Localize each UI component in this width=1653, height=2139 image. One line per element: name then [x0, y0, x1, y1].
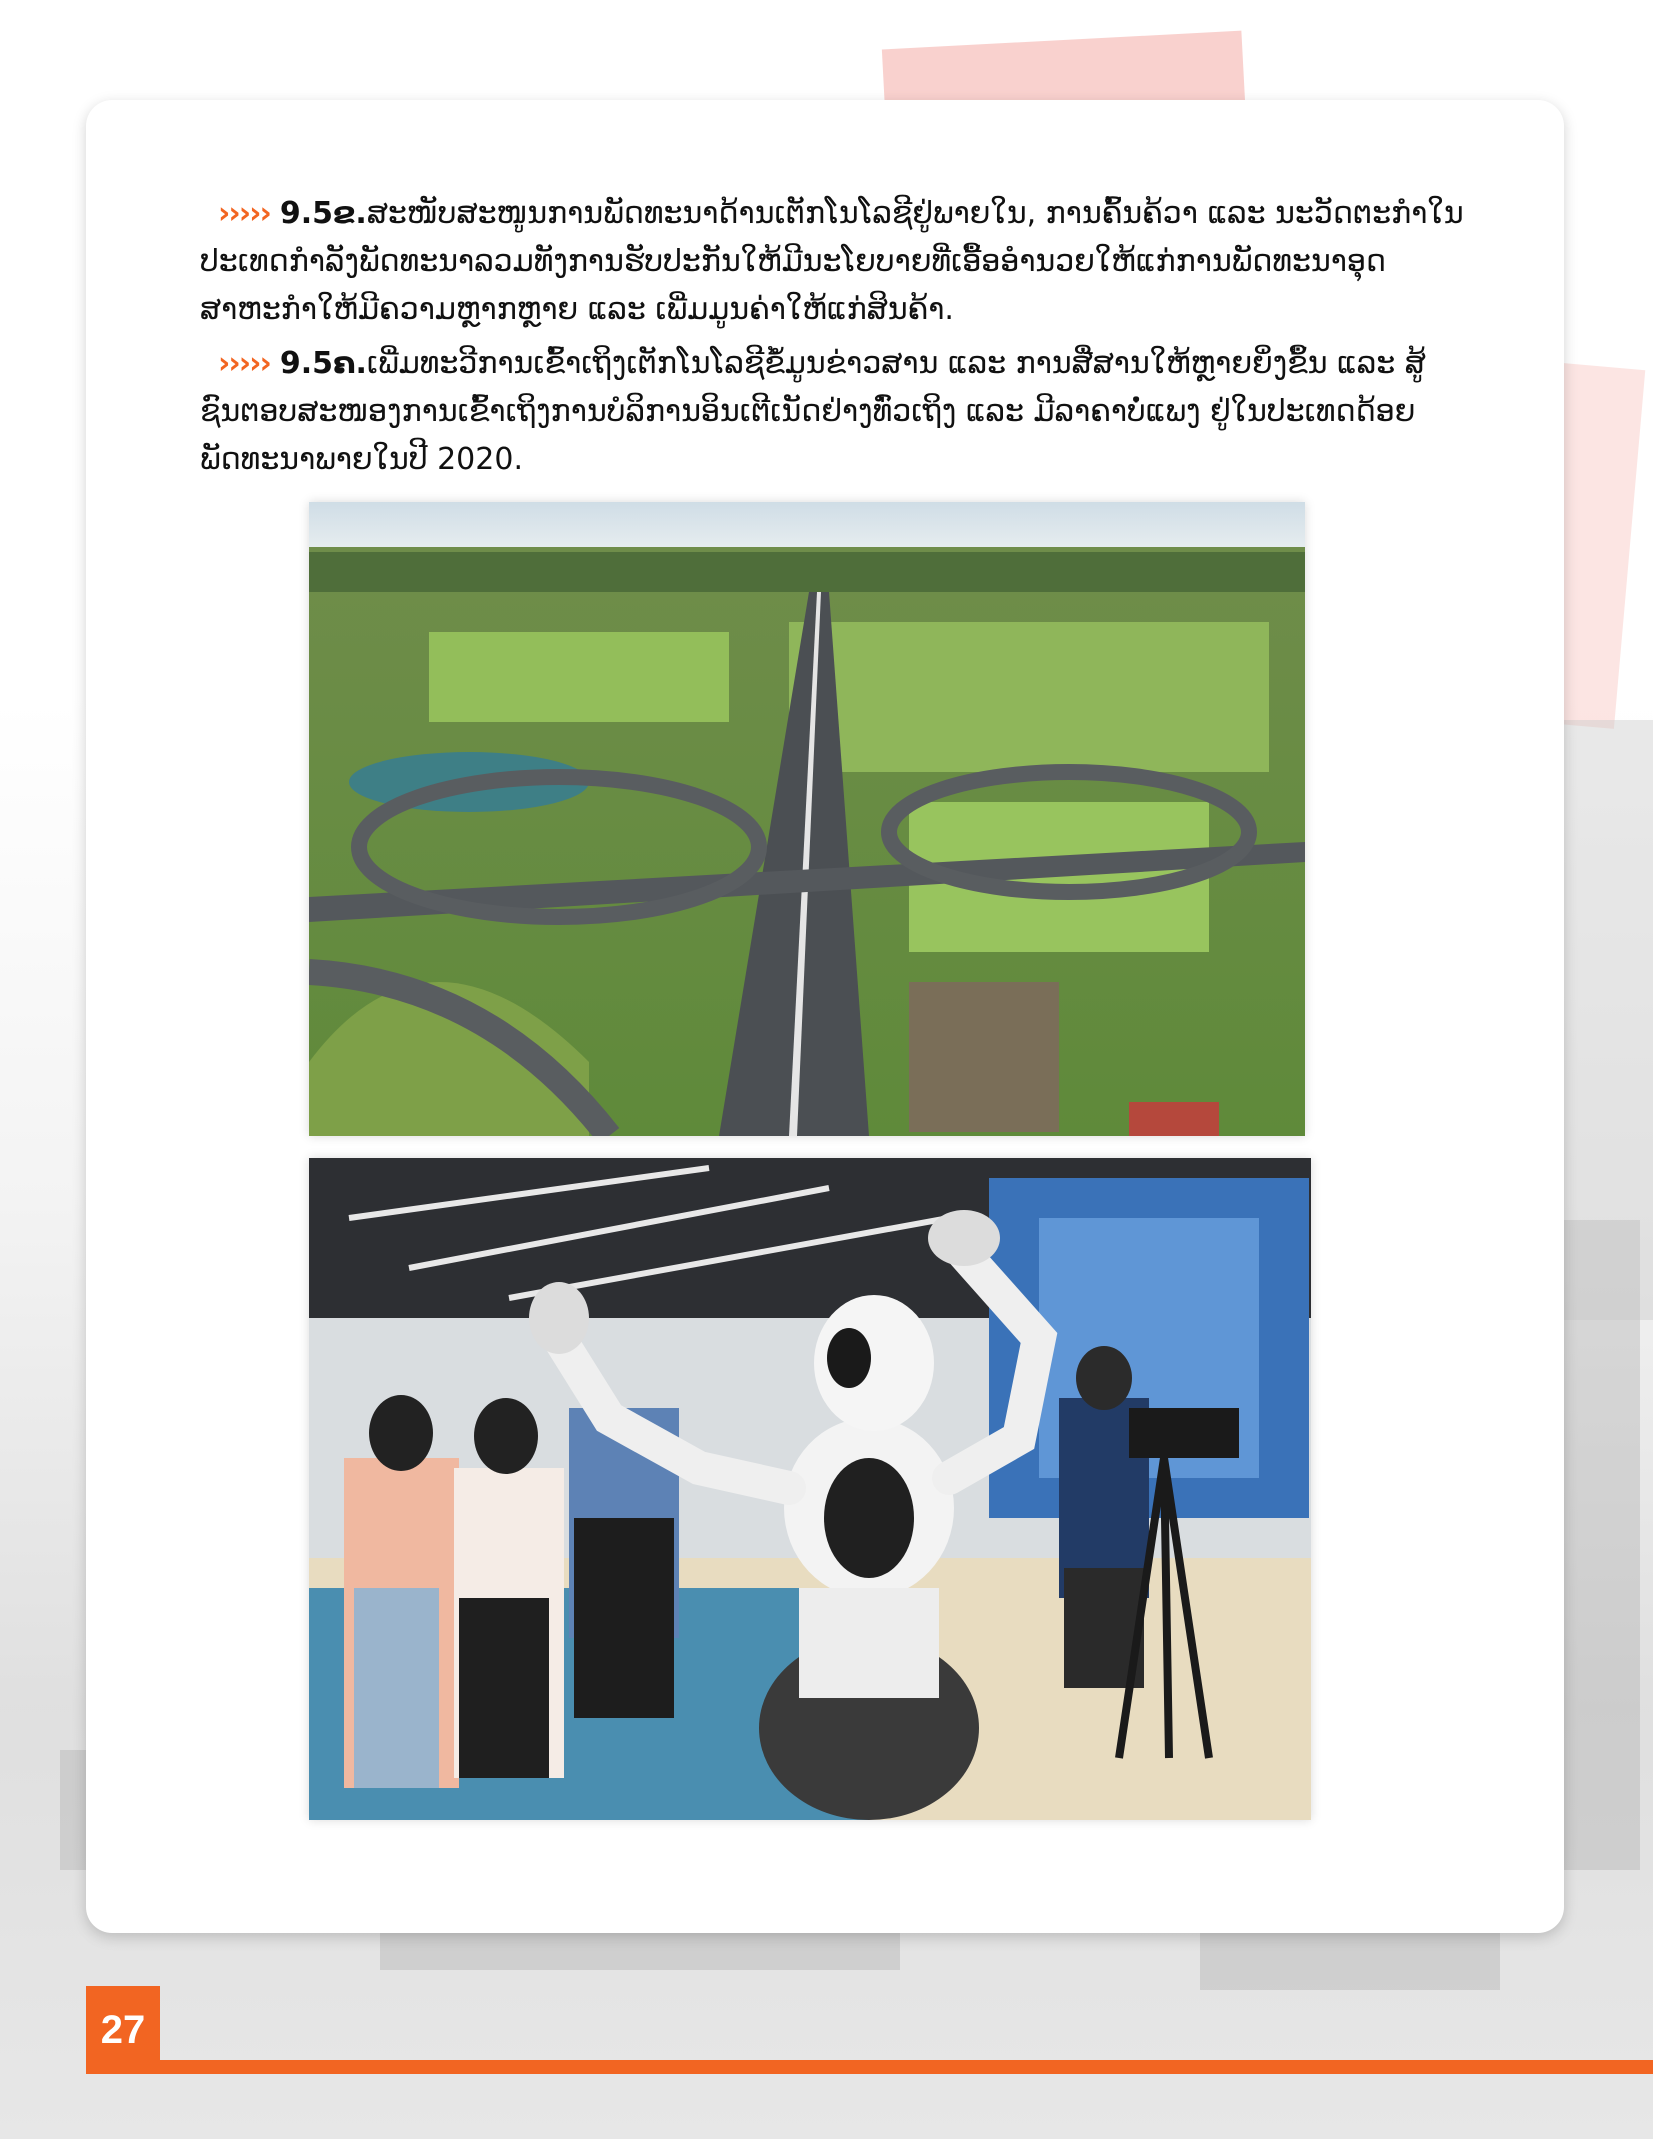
paragraph-9-5b — [200, 190, 1465, 334]
bullet-arrows-icon: ››››› — [218, 196, 270, 231]
item-number: 9.5ຄ. — [279, 346, 367, 381]
footer-accent-bar — [86, 2060, 1653, 2074]
paragraph-text: ເພີ່ມທະວີການເຂົ້າເຖິງເຕັກໂນໂລຊີຂໍ້ມູນຂ່າວສານ ແລະ ການສື່ສານໃຫ້ຫຼາຍຍິ່ງຂຶ້ນ ແລະ ສູ້ຊົນຕອບສະໜອງການເຂົ້າເຖິງການບໍລິການອິນເຕີເນັດຢ່າງທົ່ວເຖິງ ແລະ ມີລາຄາບໍ່ແພງ ຢູ່ໃນປະເທດດ້ອຍພັດທະນາພາຍໃນປີ 2020. — [200, 346, 1426, 477]
robot-exhibition-photo — [309, 1158, 1311, 1820]
item-number: 9.5ຂ. — [279, 196, 367, 231]
highway-interchange-photo — [309, 502, 1305, 1136]
paragraph-text: ສະໜັບສະໜູນການພັດທະນາດ້ານເຕັກໂນໂລຊີຢູ່ພາຍໃນ, ການຄົ້ນຄ້ວາ ແລະ ນະວັດຕະກໍາໃນປະເທດກໍາລັງພັດທະນາລວມທັງການຮັບປະກັນໃຫ້ມີນະໂຍບາຍທີ່ເອື້ອອໍານວຍໃຫ້ແກ່ການພັດທະນາອຸດສາຫະກໍາໃຫ້ມີຄວາມຫຼາກຫຼາຍ ແລະ ເພີ່ມມູນຄ່າໃຫ້ແກ່ສິນຄ້າ. — [200, 196, 1464, 327]
page-number: 27 — [86, 1986, 160, 2074]
paragraph-9-5c — [200, 340, 1465, 484]
bullet-arrows-icon: ››››› — [218, 346, 270, 381]
